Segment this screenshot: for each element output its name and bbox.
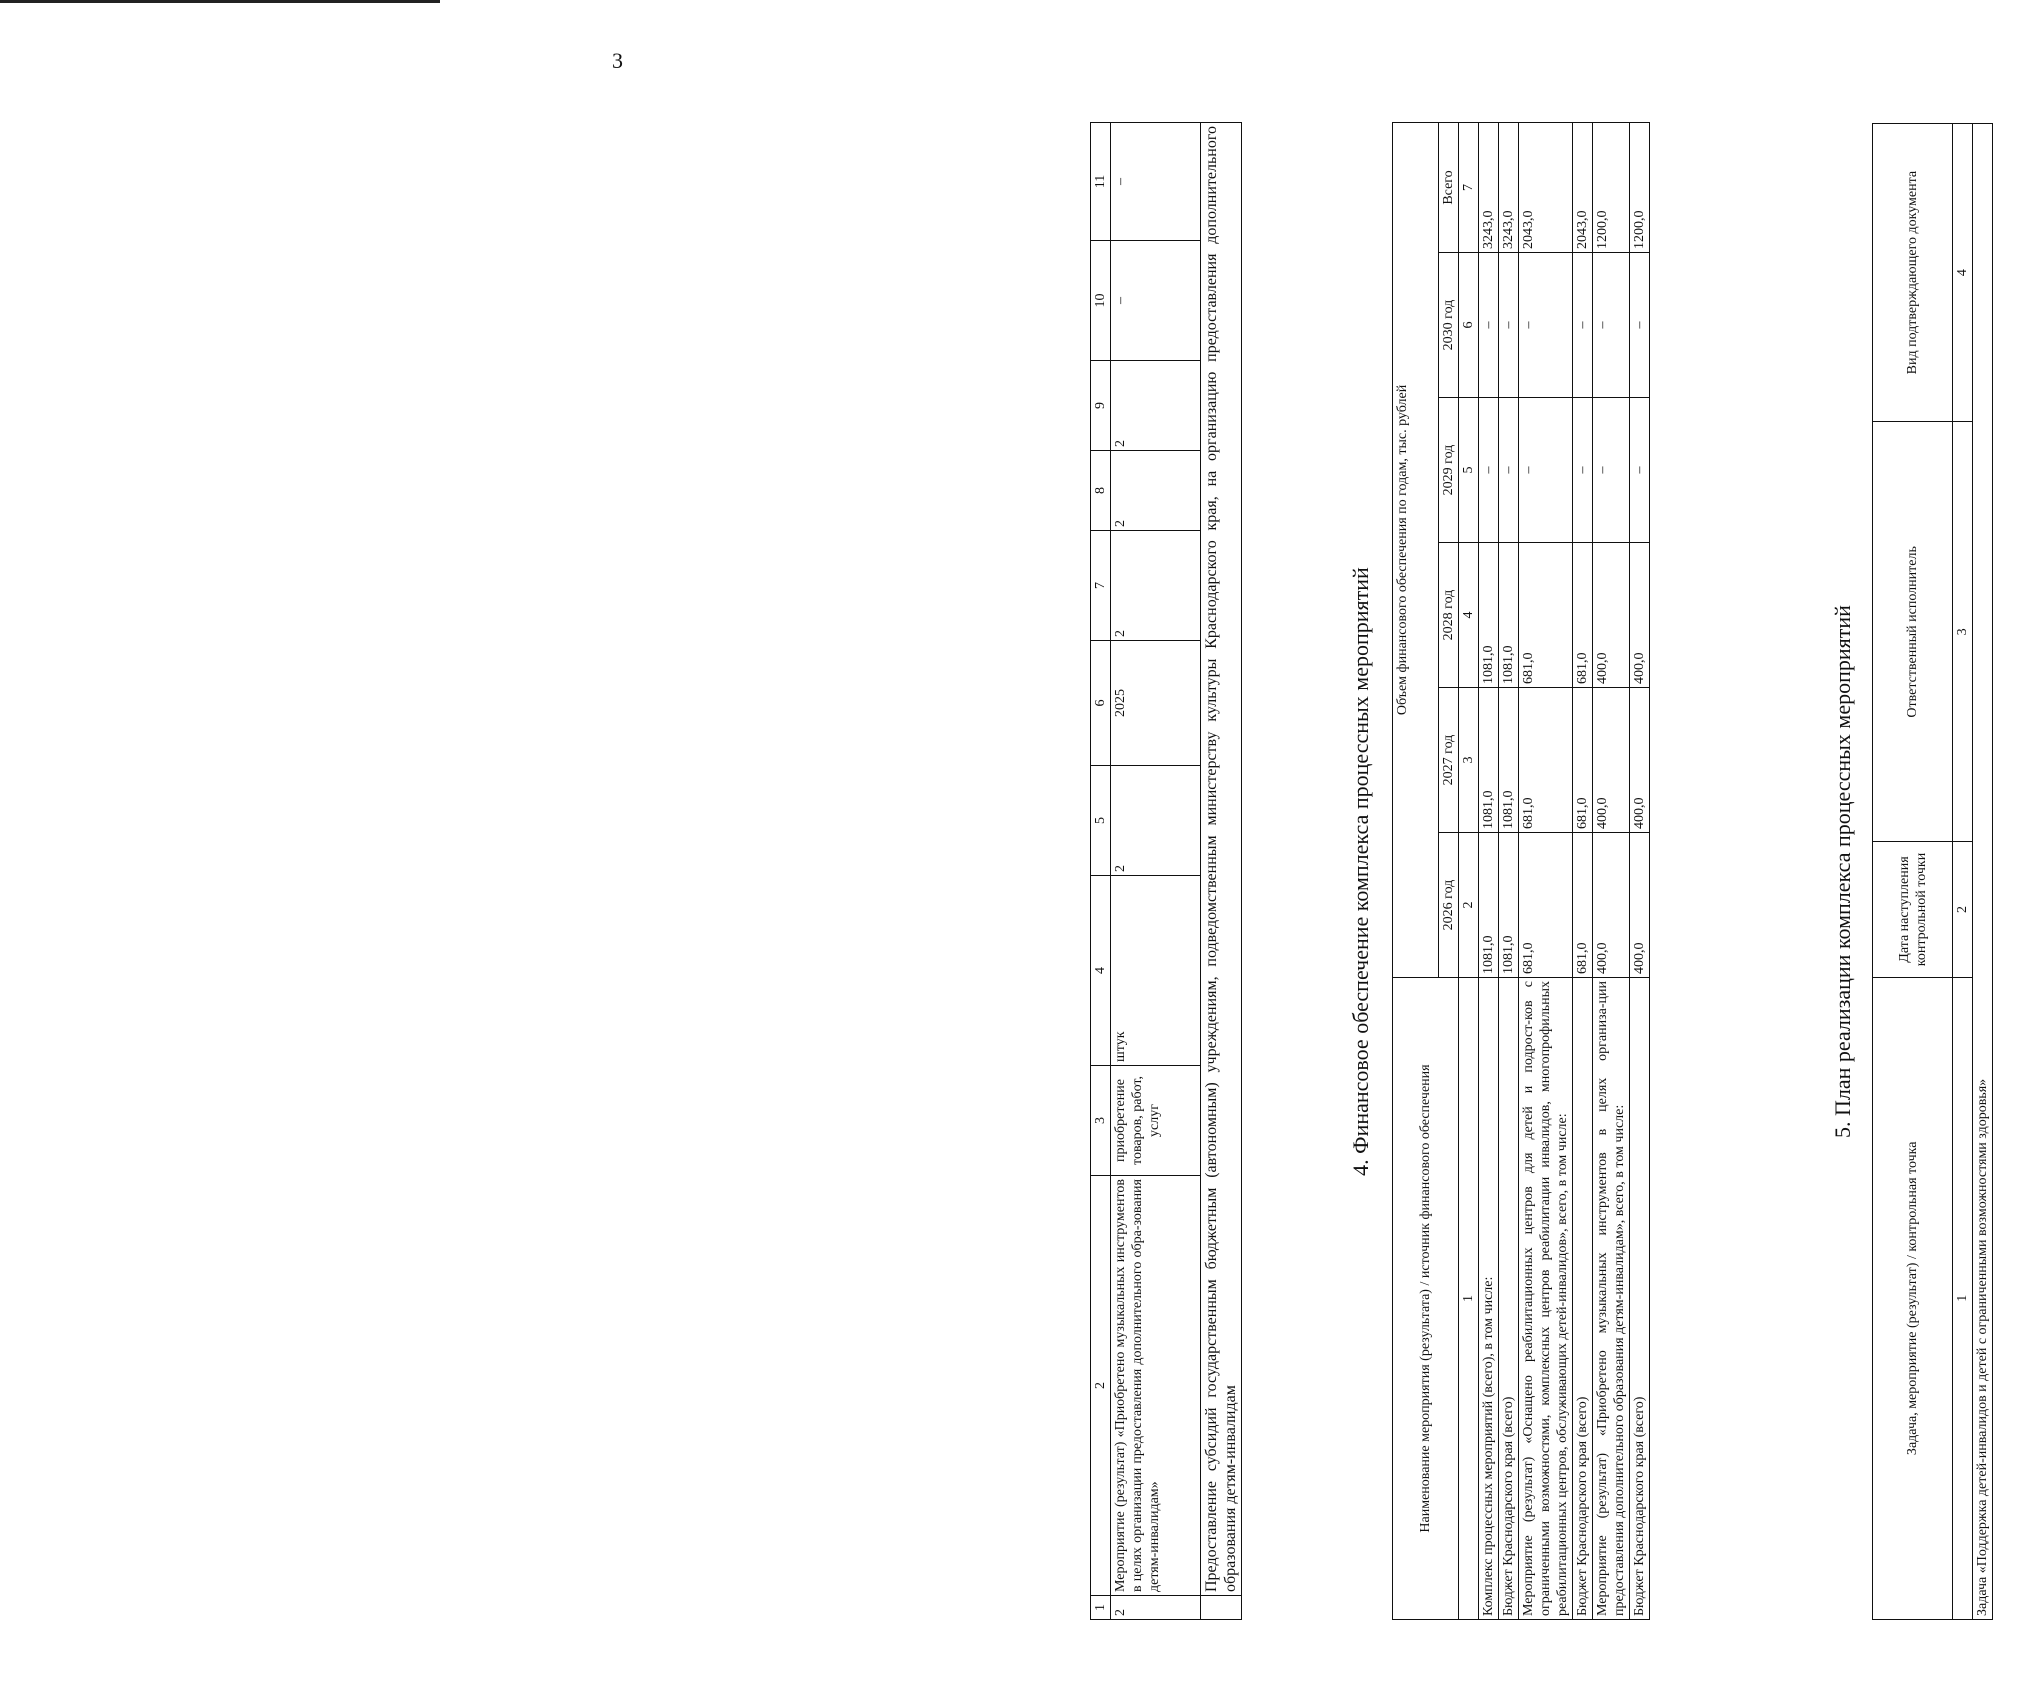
t3-h2: Дата наступления контрольной точки [1873,842,1953,977]
t2-num: 5 [1459,398,1479,543]
t2-value: – [1479,398,1499,543]
t2-year: 2030 год [1439,253,1459,398]
t2-value: 1081,0 [1499,688,1519,833]
t2-year: Всего [1439,122,1459,252]
t3-num: 4 [1953,124,1973,422]
t2-value: 400,0 [1630,688,1650,833]
table-row [1519,122,1573,1619]
t2-num: 2 [1459,833,1479,978]
t2-numbers-row [1459,122,1479,1619]
t2-header-row [1393,122,1439,1619]
table-row [1973,124,1993,1620]
t2-value: – [1573,398,1593,543]
t2-year: 2027 год [1439,688,1459,833]
t1-cell: 2 [1111,451,1201,531]
t2-value: 1081,0 [1479,543,1499,688]
t1-h7: 7 [1091,531,1111,641]
t3-h4: Вид подтверждающего документа [1873,124,1953,422]
t2-row-name: Бюджет Краснодарского края (всего) [1499,978,1519,1620]
t1-h1: 1 [1091,1596,1111,1620]
section5-title: 5. План реализации комплекса процессных мероприятий [1830,605,1855,1138]
t1-h3: 3 [1091,1066,1111,1176]
t3-num: 1 [1953,977,1973,1619]
t2-year: 2028 год [1439,543,1459,688]
t1-note: Предоставление субсидий государственным бюджетным (автономным) учреждениям, подведомственным министерству культуры Краснодарского края, на организацию предоставления дополнительного образования детям-инвалидам [1201,123,1242,1596]
t1-cell: 2 [1111,531,1201,641]
t2-value: 681,0 [1519,543,1573,688]
t2-value: – [1630,253,1650,398]
t2-value: 1081,0 [1479,688,1499,833]
t2-row-name: Мероприятие (результат) «Приобретено музыкальных инструментов в целях организа-ции предоставления дополнительного образования детям-инвалидам», всего, в том числе: [1593,978,1630,1620]
t1-cell: 2 [1111,361,1201,451]
t2-row-name: Бюджет Краснодарского края (всего) [1573,978,1593,1620]
section4-title: 4. Финансовое обеспечение комплекса процессных мероприятий [1348,567,1373,1176]
t2-year: 2026 год [1439,833,1459,978]
t2-value: 1081,0 [1499,833,1519,978]
rotated-content [1090,100,2030,1620]
t2-year: 2029 год [1439,398,1459,543]
t2-value: 400,0 [1630,543,1650,688]
t2-row-name: Мероприятие (результат) «Оснащено реабилитационных центров для детей и подрост-ков с ограниченными возможностями, комплексных центров реабилитации инвалидов, многопрофильных реабилитационных центров, обслуживающих детей-инвалидов», всего, в том числе: [1519,978,1573,1620]
t2-value: 681,0 [1573,543,1593,688]
t2-value: 1081,0 [1479,833,1499,978]
t2-col-name: Наименование мероприятия (результата) / источник финансового обеспечения [1393,978,1459,1620]
table-row [1573,122,1593,1619]
t2-value: 1081,0 [1499,543,1519,688]
table-row [1111,123,1201,1620]
table-row [1201,123,1242,1620]
t2-value: – [1593,253,1630,398]
t1-h2: 2 [1091,1176,1111,1596]
t2-value: 681,0 [1519,688,1573,833]
t2-value: 1200,0 [1630,122,1650,252]
t2-num: 7 [1459,122,1479,252]
t2-value: 400,0 [1593,688,1630,833]
t1-cell: приобретение товаров, работ, услуг [1111,1066,1201,1176]
t3-num: 2 [1953,842,1973,977]
t1-cell: 2 [1111,1596,1201,1620]
t1-cell: штук [1111,876,1201,1066]
t2-row-name: Бюджет Краснодарского края (всего) [1630,978,1650,1620]
t2-value: 400,0 [1630,833,1650,978]
t1-h9: 9 [1091,361,1111,451]
t2-value: – [1593,398,1630,543]
t2-num: 4 [1459,543,1479,688]
t1-cell: Мероприятие (результат) «Приобретено музыкальных инструментов в целях организации предоставления дополнительного обра-зования детям-инвалидам» [1111,1176,1201,1596]
t1-cell [1201,1596,1242,1620]
table-row [1630,122,1650,1619]
t3-h3: Ответственный исполнитель [1873,422,1953,842]
t2-value: – [1573,253,1593,398]
t3-task: Задача «Поддержка детей-инвалидов и детей с ограниченными возможностями здоровья» [1973,124,1993,1620]
table-row [1479,122,1499,1619]
t1-h6: 6 [1091,641,1111,766]
financing-table [1392,122,1650,1620]
t2-value: 681,0 [1573,833,1593,978]
t1-cell: 2025 [1111,641,1201,766]
t2-value: – [1499,398,1519,543]
t1-cell: – [1111,241,1201,361]
t2-num: 6 [1459,253,1479,398]
t1-h8: 8 [1091,451,1111,531]
t1-cell: – [1111,123,1201,241]
t1-h5: 5 [1091,766,1111,876]
t2-value: 400,0 [1593,833,1630,978]
t2-value: – [1479,253,1499,398]
t2-value: 3243,0 [1479,122,1499,252]
t2-col-volume: Объем финансового обеспечения по годам, тыс. рублей [1393,122,1439,977]
t2-value: – [1630,398,1650,543]
t1-h4: 4 [1091,876,1111,1066]
table-row [1593,122,1630,1619]
activities-table [1090,122,1242,1620]
t2-value: 681,0 [1573,688,1593,833]
t2-value: – [1519,253,1573,398]
t2-value: 3243,0 [1499,122,1519,252]
t1-h10: 10 [1091,241,1111,361]
scan-edge-line [0,0,440,3]
t1-cell: 2 [1111,766,1201,876]
table1-header-row [1091,123,1111,1620]
t1-h11: 11 [1091,123,1111,241]
t2-value: 2043,0 [1573,122,1593,252]
t3-h1: Задача, мероприятие (результат) / контрольная точка [1873,977,1953,1619]
t2-value: 1200,0 [1593,122,1630,252]
t3-numbers-row [1953,124,1973,1620]
plan-table [1872,123,1993,1620]
t2-row-name: Комплекс процессных мероприятий (всего), в том числе: [1479,978,1499,1620]
t2-value: – [1519,398,1573,543]
page-number: 3 [612,48,623,73]
t2-value: 400,0 [1593,543,1630,688]
t2-value: 681,0 [1519,833,1573,978]
t3-num: 3 [1953,422,1973,842]
t2-value: – [1499,253,1519,398]
t2-num: 1 [1459,978,1479,1620]
t2-value: 2043,0 [1519,122,1573,252]
t3-header-row [1873,124,1953,1620]
table-row [1499,122,1519,1619]
t2-num: 3 [1459,688,1479,833]
